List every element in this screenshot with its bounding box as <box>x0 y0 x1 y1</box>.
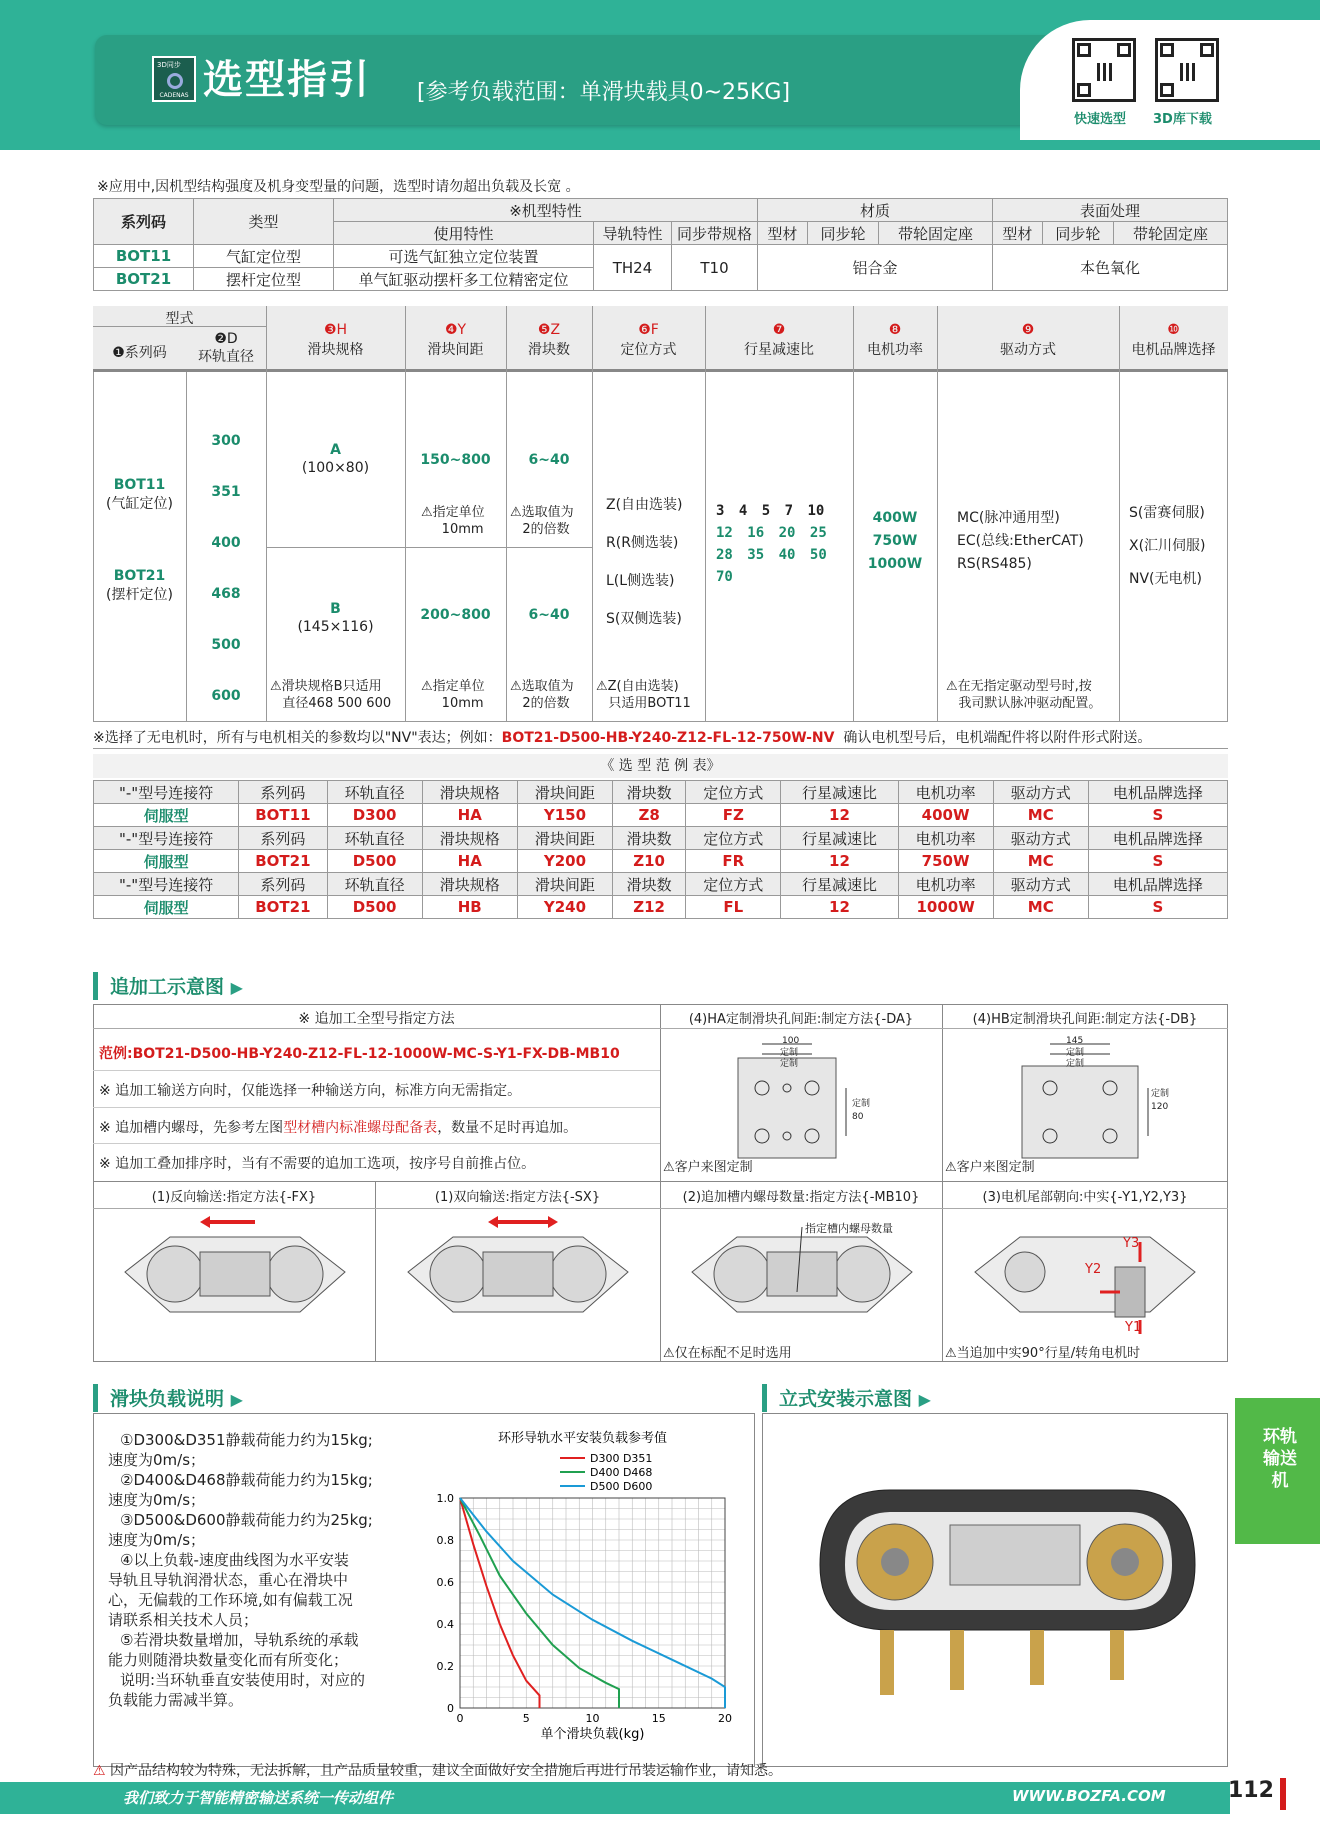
ratio-list: 3 4 5 7 10 12 16 20 25 28 35 40 50 70 <box>716 503 827 585</box>
reverse-conveyor-figure <box>115 1212 355 1337</box>
y-tick-label: 0.2 <box>436 1660 454 1673</box>
load-speed-chart <box>420 1428 750 1763</box>
bidirectional-conveyor-figure <box>398 1212 638 1337</box>
x-tick-label: 15 <box>651 1712 666 1725</box>
chart-title: 环形导轨水平安装负载参考值 <box>497 1431 668 1446</box>
x-tick-label: 10 <box>585 1712 600 1725</box>
warning-icon: ⚠ <box>946 679 958 694</box>
qr-label-quick: 快速选型 <box>1074 112 1127 127</box>
cadenas-logo: 3D同步 CADENAS <box>152 56 196 102</box>
y-tick-label: 1.0 <box>436 1492 454 1505</box>
example-table-title: 《 选 型 范 例 表》 <box>93 754 1228 778</box>
warning-icon: ⚠ <box>421 505 433 520</box>
warning-icon: ⚠ <box>945 1160 957 1175</box>
x-tick-label: 20 <box>718 1712 732 1725</box>
example-row: 伺服型 BOT11 D300 HA Y150 Z8 FZ 12 400W MC S <box>94 804 1228 827</box>
qr-label-3d: 3D库下载 <box>1153 112 1212 127</box>
warning-icon: ⚠ <box>596 679 608 694</box>
diameter-list: 300 351 400 468 500 600 <box>211 433 241 704</box>
position-options: Z(自由选装) R(R侧选装) L(L侧选装) S(双侧选装) <box>606 497 683 627</box>
y-tick-label: 0.4 <box>436 1618 454 1631</box>
x-tick-label: 0 <box>456 1712 464 1725</box>
load-notes: ①D300&D351静载荷能力约为15kg; 速度为0m/s； ②D400&D468静载荷能力约为15kg; 速度为0m/s； ③D500&D600静载荷能力约为25kg; 速度为0m/s； ④以上负载-速度曲线图为水平安装 导轨且导轨润滑状态，重心在滑块中 心，无偏载的工作环境,如有偏载工况 请联系相关技术人员； ⑤若滑块数量增加，导轨系统的承载 能力则随滑块数量变化而有所变化； 说明:当环轨垂直安装使用时，对应的 负载能力需减半算。 <box>108 1431 373 1709</box>
y-tick-label: 0.8 <box>436 1534 454 1547</box>
section-load: 滑块负载说明 ▶ <box>93 1384 243 1412</box>
warning-icon: ⚠ <box>421 679 433 694</box>
example-row: 伺服型 BOT21 D500 HB Y240 Z12 FL 12 1000W MC S <box>94 896 1228 919</box>
section-addon: 追加工示意图 ▶ <box>93 972 243 1000</box>
qr-code-icon[interactable] <box>1155 38 1219 102</box>
warning-icon: ⚠ <box>663 1346 675 1361</box>
spec-table: 系列码 类型 ※机型特性 材质 表面处理 使用特性 导轨特性 同步带规格 型材 同步轮 带轮固定座 型材 同步轮 带轮固定座 BOT11 气缸定位型 可选气缸独立定位装置 TH24 T10 铝合金 本色氧化 BOT21 摆杆定位型 单气缸驱动摆杆多工位精密定位 <box>93 198 1228 291</box>
x-tick-label: 5 <box>522 1712 530 1725</box>
warning-icon: ⚠ <box>93 1763 106 1779</box>
drive-list: MC(脉冲通用型) EC(总线:EtherCAT) RS(RS485) <box>957 510 1084 572</box>
addon-example: 范例:BOT21-D500-HB-Y240-Z12-FL-12-1000W-MC-S-Y1-FX-DB-MB10 <box>99 1046 620 1062</box>
example-table: "-"型号连接符 系列码 环轨直径 滑块规格 滑块间距 滑块数 定位方式 行星减速比 电机功率 驱动方式 电机品牌选择 伺服型 BOT11 D300 HA Y150 Z8 FZ 12 400W MC S "-"型号连接符 系列码 环轨直径 滑块规格 滑块间距 滑块数 定位方式 行星减速比 电机功率 驱动方式 电机品牌选择 伺服型 BOT21 D500 HA Y200 Z10 FR 12 750W MC S "-"型号连接符 系列码 环轨直径 滑块规格 滑块间距 滑块数 定位方式 行星减速比 电机功率 驱动方式 电机品牌选择 伺服型 BOT21 D500 HB Y240 Z12 FL 12 1000W MC S <box>93 780 1228 919</box>
note-warning: ※应用中,因机型结构强度及机身变型量的问题，选型时请勿超出负载及长宽 。 <box>97 179 580 195</box>
warning-icon: ⚠ <box>270 679 282 694</box>
vertical-conveyor-photo <box>800 1470 1210 1700</box>
power-list: 400W 750W 1000W <box>867 510 923 572</box>
series-bot11: BOT11 (气缸定位) <box>106 477 173 512</box>
page-title: 选型指引 <box>203 57 371 103</box>
warning-icon: ⚠ <box>510 679 522 694</box>
example-row: 伺服型 BOT21 D500 HA Y200 Z10 FR 12 750W MC S <box>94 850 1228 873</box>
warning-icon: ⚠ <box>663 1160 675 1175</box>
side-tab[interactable]: 环轨输送机 <box>1235 1398 1320 1544</box>
brand-list: S(雷赛伺服) X(汇川伺服) NV(无电机) <box>1129 505 1206 587</box>
legend-label: D300 D351 <box>590 1452 653 1465</box>
y-tick-label: 0.6 <box>436 1576 454 1589</box>
section-vertical: 立式安装示意图 ▶ <box>762 1384 931 1412</box>
series-bot21: BOT21 (摆杆定位) <box>106 568 173 603</box>
legend-label: D400 D468 <box>590 1466 653 1479</box>
legend-label: D500 D600 <box>590 1480 653 1493</box>
page-subtitle: [参考负载范围：单滑块载具0~25KG] <box>417 80 791 105</box>
qr-code-icon[interactable] <box>1072 38 1136 102</box>
x-axis-label: 单个滑块负载(kg) <box>540 1727 645 1742</box>
page-number: 112 <box>1228 1778 1274 1803</box>
warning-icon: ⚠ <box>510 505 522 520</box>
hb-slider-drawing <box>1004 1036 1174 1166</box>
warning-icon: ⚠ <box>945 1346 957 1361</box>
y-tick-label: 0 <box>447 1702 454 1715</box>
